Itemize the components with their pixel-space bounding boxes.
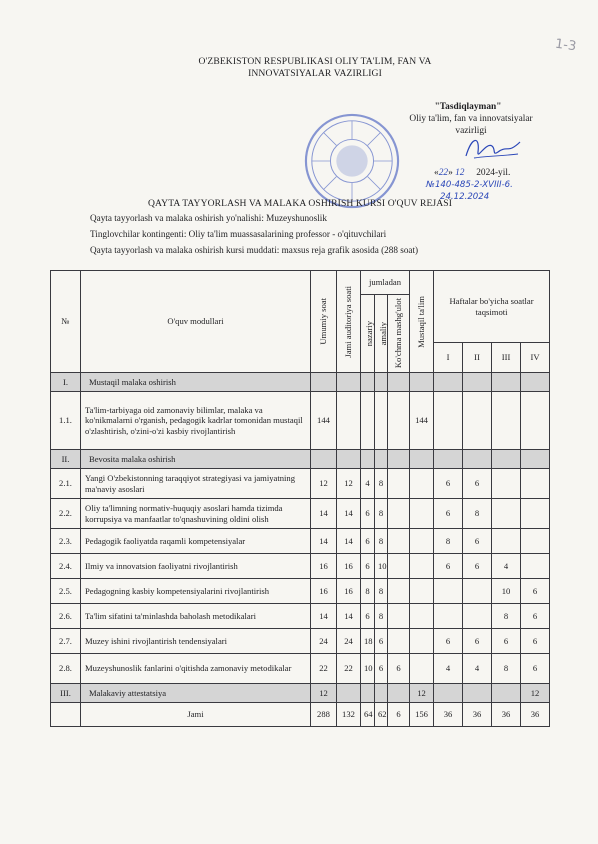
- cell-w1: 6: [434, 469, 463, 499]
- row-number: 2.6.: [51, 604, 81, 629]
- cell-total: 16: [311, 554, 337, 579]
- cell-total: 12: [311, 469, 337, 499]
- cell-theory: [361, 392, 375, 450]
- row-number: II.: [51, 450, 81, 469]
- cell-total: 144: [311, 392, 337, 450]
- approval-title: "Tasdiqlayman": [434, 102, 502, 112]
- row-module-name: Yangi O'zbekistonning taraqqiyot strategiyasi va jamiyatning ma'naviy asoslari: [81, 469, 311, 499]
- cell-total: 22: [311, 654, 337, 684]
- cell-w3: [492, 373, 521, 392]
- cell-w4: 6: [521, 604, 550, 629]
- approval-date-year: 2024-yil.: [476, 168, 511, 178]
- cell-prac: 8: [375, 604, 388, 629]
- corner-handwritten-mark: 1-3: [553, 36, 577, 55]
- header-independent: Mustaqil ta'lim: [410, 271, 434, 373]
- cell-w4: 6: [521, 629, 550, 654]
- cell-field: [388, 684, 410, 703]
- cell-field: [388, 554, 410, 579]
- table-row: [51, 629, 550, 654]
- cell-w1: [434, 373, 463, 392]
- cell-field: [388, 450, 410, 469]
- cell-aud: [337, 373, 361, 392]
- cell-aud: [337, 684, 361, 703]
- cell-total: 12: [311, 684, 337, 703]
- cell-theory: 6: [361, 499, 375, 529]
- cell-aud: 16: [337, 554, 361, 579]
- ministry-line-1: O'ZBEKISTON RESPUBLIKASI OLIY TA'LIM, FAN VA: [198, 56, 432, 67]
- approval-number-date: 24.12.2024: [440, 192, 490, 202]
- cell-w1: [434, 579, 463, 604]
- table-row: [51, 392, 550, 450]
- cell-w4: [521, 392, 550, 450]
- section-row: [51, 450, 550, 469]
- cell-theory: 18: [361, 629, 375, 654]
- cell-total: 24: [311, 629, 337, 654]
- cell-prac: [375, 392, 388, 450]
- cell-indep: 156: [410, 703, 434, 727]
- cell-w1: 6: [434, 629, 463, 654]
- direction-line: Qayta tayyorlash va malaka oshirish yo'nalishi: Muzeyshunoslik: [90, 213, 327, 223]
- cell-w3: [492, 684, 521, 703]
- cell-aud: 16: [337, 579, 361, 604]
- cell-prac: [375, 450, 388, 469]
- row-number: 2.3.: [51, 529, 81, 554]
- cell-aud: 14: [337, 604, 361, 629]
- cell-w3: 4: [492, 554, 521, 579]
- cell-total: 14: [311, 604, 337, 629]
- header-week-1: I: [434, 343, 463, 373]
- cell-w2: [463, 604, 492, 629]
- cell-w3: [492, 499, 521, 529]
- cell-w2: 4: [463, 654, 492, 684]
- table-row: [51, 579, 550, 604]
- approval-date-day: 22: [438, 168, 449, 178]
- cell-aud: [337, 392, 361, 450]
- cell-w4: 6: [521, 579, 550, 604]
- cell-theory: 8: [361, 579, 375, 604]
- cell-theory: [361, 373, 375, 392]
- row-number: [51, 703, 81, 727]
- cell-indep: [410, 554, 434, 579]
- approval-number: №140-485-2-XVIII-6.: [426, 180, 513, 190]
- cell-w2: 36: [463, 703, 492, 727]
- approval-org-line-1: Oliy ta'lim, fan va innovatsiyalar: [409, 114, 533, 124]
- row-number: 2.5.: [51, 579, 81, 604]
- cell-w1: 36: [434, 703, 463, 727]
- cell-prac: 8: [375, 529, 388, 554]
- cell-field: [388, 499, 410, 529]
- row-module-name: Jami: [81, 703, 311, 727]
- cell-w2: [463, 373, 492, 392]
- cell-w3: [492, 392, 521, 450]
- cell-indep: [410, 604, 434, 629]
- row-number: 2.7.: [51, 629, 81, 654]
- cell-w3: 36: [492, 703, 521, 727]
- cell-w1: 4: [434, 654, 463, 684]
- cell-field: [388, 604, 410, 629]
- cell-field: [388, 392, 410, 450]
- row-number: 2.8.: [51, 654, 81, 684]
- header-modules: O'quv modullari: [81, 271, 311, 373]
- cell-total: 288: [311, 703, 337, 727]
- cell-prac: 8: [375, 579, 388, 604]
- cell-w4: 6: [521, 654, 550, 684]
- section-row: [51, 373, 550, 392]
- row-number: 2.4.: [51, 554, 81, 579]
- cell-w3: [492, 450, 521, 469]
- cell-prac: 8: [375, 469, 388, 499]
- header-including: jumladan: [361, 271, 410, 295]
- cell-indep: [410, 529, 434, 554]
- ministry-line-2: INNOVATSIYALAR VAZIRLIGI: [248, 68, 382, 79]
- approval-block: [376, 101, 546, 203]
- cell-field: 6: [388, 654, 410, 684]
- table-row: [51, 554, 550, 579]
- ministry-header: [150, 56, 480, 80]
- cell-w4: [521, 373, 550, 392]
- section-row: [51, 684, 550, 703]
- cell-total: [311, 450, 337, 469]
- table-row: [51, 604, 550, 629]
- cell-theory: [361, 450, 375, 469]
- cell-aud: 22: [337, 654, 361, 684]
- header-week-4: IV: [521, 343, 550, 373]
- row-module-name: Muzey ishini rivojlantirish tendensiyalari: [81, 629, 311, 654]
- cell-theory: 64: [361, 703, 375, 727]
- cell-w2: [463, 450, 492, 469]
- cell-prac: [375, 684, 388, 703]
- cell-w3: [492, 469, 521, 499]
- curriculum-table: [50, 270, 550, 727]
- cell-total: [311, 373, 337, 392]
- row-module-name: Ta'lim-tarbiyaga oid zamonaviy bilimlar, malaka va ko'nikmalarni o'rganish, pedagogik kadrlar tomonidan mustaqil o'zlashtirish, o'zini-o'zi kasbiy rivojlantirish: [81, 392, 311, 450]
- cell-aud: 14: [337, 529, 361, 554]
- cell-prac: 6: [375, 629, 388, 654]
- cell-aud: 132: [337, 703, 361, 727]
- cell-w2: 6: [463, 629, 492, 654]
- cell-field: [388, 469, 410, 499]
- table-row: [51, 499, 550, 529]
- row-number: I.: [51, 373, 81, 392]
- cell-aud: [337, 450, 361, 469]
- cell-aud: 14: [337, 499, 361, 529]
- cell-w4: [521, 450, 550, 469]
- audience-line: Tinglovchilar kontingenti: Oliy ta'lim muassasalarining professor - o'qituvchilari: [90, 229, 387, 239]
- cell-w4: [521, 529, 550, 554]
- cell-w1: 6: [434, 499, 463, 529]
- row-number: III.: [51, 684, 81, 703]
- table-row: [51, 529, 550, 554]
- cell-indep: [410, 373, 434, 392]
- cell-w4: [521, 499, 550, 529]
- cell-field: [388, 529, 410, 554]
- header-num: №: [51, 271, 81, 373]
- cell-prac: 62: [375, 703, 388, 727]
- header-week-3: III: [492, 343, 521, 373]
- row-module-name: Pedagogik faoliyatda raqamli kompetensiyalar: [81, 529, 311, 554]
- cell-w3: 8: [492, 654, 521, 684]
- row-module-name: Ilmiy va innovatsion faoliyatni rivojlantirish: [81, 554, 311, 579]
- cell-prac: [375, 373, 388, 392]
- cell-w2: 8: [463, 499, 492, 529]
- cell-indep: [410, 499, 434, 529]
- row-module-name: Muzeyshunoslik fanlarini o'qitishda zamonaviy metodikalar: [81, 654, 311, 684]
- cell-theory: 6: [361, 604, 375, 629]
- cell-w4: 12: [521, 684, 550, 703]
- cell-theory: 10: [361, 654, 375, 684]
- cell-aud: 24: [337, 629, 361, 654]
- header-auditorium: Jami auditoriya soati: [337, 271, 361, 373]
- cell-theory: 4: [361, 469, 375, 499]
- cell-w1: [434, 604, 463, 629]
- header-total: Umumiy soat: [311, 271, 337, 373]
- cell-indep: [410, 579, 434, 604]
- cell-indep: [410, 629, 434, 654]
- cell-indep: [410, 469, 434, 499]
- row-module-name: Mustaqil malaka oshirish: [81, 373, 311, 392]
- cell-theory: [361, 684, 375, 703]
- cell-w2: [463, 392, 492, 450]
- cell-w1: 8: [434, 529, 463, 554]
- cell-field: [388, 579, 410, 604]
- header-week-2: II: [463, 343, 492, 373]
- document-title: QAYTA TAYYORLASH VA MALAKA OSHIRISH KURSI O'QUV REJASI: [147, 198, 453, 209]
- cell-total: 16: [311, 579, 337, 604]
- cell-w3: 10: [492, 579, 521, 604]
- cell-indep: 144: [410, 392, 434, 450]
- header-practical: amaliy: [375, 295, 388, 373]
- cell-w2: 6: [463, 554, 492, 579]
- duration-line: Qayta tayyorlash va malaka oshirish kursi muddati: maxsus reja grafik asosida (288 soat): [90, 245, 419, 255]
- cell-w4: [521, 469, 550, 499]
- cell-total: 14: [311, 499, 337, 529]
- cell-w4: [521, 554, 550, 579]
- row-number: 2.1.: [51, 469, 81, 499]
- header-theory: nazariy: [361, 295, 375, 373]
- row-module-name: Oliy ta'limning normativ-huquqiy asoslari hamda tizimda korrupsiya va manfaatlar to'qnashuvining oldini olish: [81, 499, 311, 529]
- cell-field: 6: [388, 703, 410, 727]
- row-number: 1.1.: [51, 392, 81, 450]
- cell-field: [388, 629, 410, 654]
- cell-prac: 10: [375, 554, 388, 579]
- cell-w2: 6: [463, 469, 492, 499]
- cell-w2: [463, 579, 492, 604]
- row-module-name: Malakaviy attestatsiya: [81, 684, 311, 703]
- row-module-name: Pedagogning kasbiy kompetensiyalarini rivojlantirish: [81, 579, 311, 604]
- approval-date-month: 12: [455, 168, 465, 178]
- table-row: [51, 654, 550, 684]
- header-weekly: Haftalar bo'yicha soatlar taqsimoti: [434, 271, 550, 343]
- cell-theory: 6: [361, 529, 375, 554]
- cell-w4: 36: [521, 703, 550, 727]
- cell-indep: [410, 654, 434, 684]
- cell-field: [388, 373, 410, 392]
- row-module-name: Bevosita malaka oshirish: [81, 450, 311, 469]
- cell-w2: [463, 684, 492, 703]
- cell-w1: [434, 450, 463, 469]
- cell-w3: [492, 529, 521, 554]
- cell-indep: [410, 450, 434, 469]
- table-row: [51, 469, 550, 499]
- cell-theory: 6: [361, 554, 375, 579]
- header-field: Ko'chma mashg'ulot: [388, 295, 410, 373]
- cell-total: 14: [311, 529, 337, 554]
- row-number: 2.2.: [51, 499, 81, 529]
- approval-date: «22» 12 2024-yil.: [434, 168, 511, 178]
- cell-w3: 6: [492, 629, 521, 654]
- cell-w1: 6: [434, 554, 463, 579]
- total-row: [51, 703, 550, 727]
- cell-w1: [434, 392, 463, 450]
- approval-org-line-2: vazirligi: [455, 126, 487, 136]
- row-module-name: Ta'lim sifatini ta'minlashda baholash metodikalari: [81, 604, 311, 629]
- cell-prac: 6: [375, 654, 388, 684]
- cell-w3: 8: [492, 604, 521, 629]
- cell-aud: 12: [337, 469, 361, 499]
- cell-prac: 8: [375, 499, 388, 529]
- cell-indep: 12: [410, 684, 434, 703]
- curriculum-table-body: [51, 373, 550, 727]
- cell-w1: [434, 684, 463, 703]
- cell-w2: 6: [463, 529, 492, 554]
